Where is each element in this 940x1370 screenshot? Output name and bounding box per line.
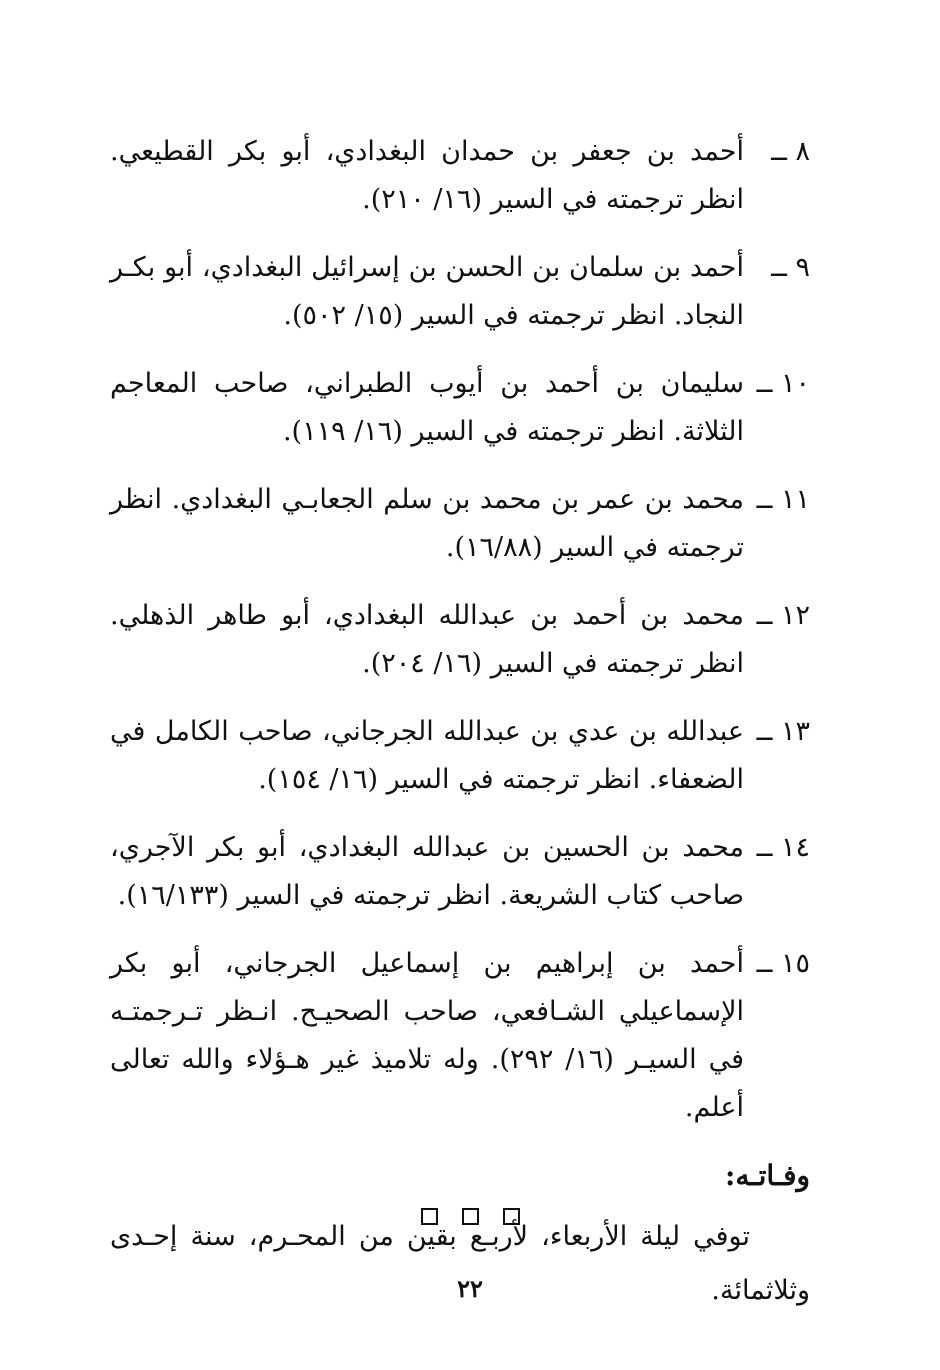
list-item xyxy=(110,592,810,688)
entry-text: سليمان بن أحمد بن أيوب الطبراني، صاحب المعاجم الثلاثة. انظر ترجمته في السير (١٦/ ١١٩). xyxy=(110,368,744,447)
list-item xyxy=(110,128,810,224)
entry-number: ١٢ ــ xyxy=(756,600,810,631)
separator-box-icon xyxy=(421,1208,438,1225)
entry-number: ١٠ ــ xyxy=(756,368,810,399)
entry-number: ٩ ــ xyxy=(771,252,810,283)
entry-text: عبدالله بن عدي بن عبدالله الجرجاني، صاحب الكامل في الضعفاء. انظر ترجمته في السير (١٦/ ١٥٤). xyxy=(110,716,744,795)
section-heading-death: وفـاتـه: xyxy=(725,1159,810,1192)
death-paragraph: توفي ليلة الأربعاء، لأربـع بقين من المحـرم، سنة إحـدى وثلاثمائة. xyxy=(110,1221,810,1306)
entry-number: ١١ ــ xyxy=(756,484,810,515)
student-list xyxy=(110,128,810,1132)
page-number: ٢٢ xyxy=(457,1274,483,1303)
entry-text: محمد بن عمر بن محمد بن سلم الجعابـي البغدادي. انظر ترجمته في السير (١٦/٨٨). xyxy=(110,484,744,563)
list-item xyxy=(110,244,810,340)
list-item xyxy=(110,476,810,572)
section-separator xyxy=(0,1208,940,1229)
list-item xyxy=(110,824,810,920)
entry-text: أحمد بن سلمان بن الحسن بن إسرائيل البغدادي، أبو بكـر النجاد. انظر ترجمته في السير (١٥/ ٥٠٢). xyxy=(110,252,744,331)
separator-box-icon xyxy=(503,1208,520,1225)
list-item xyxy=(110,708,810,804)
separator-box-icon xyxy=(462,1208,479,1225)
entry-text: محمد بن أحمد بن عبدالله البغدادي، أبو طاهر الذهلي. انظر ترجمته في السير (١٦/ ٢٠٤). xyxy=(110,600,744,679)
entry-text: أحمد بن جعفر بن حمدان البغدادي، أبو بكر القطيعي. انظر ترجمته في السير (١٦/ ٢١٠). xyxy=(110,136,744,215)
list-item xyxy=(110,360,810,456)
entry-number: ١٣ ــ xyxy=(756,716,810,747)
entry-number: ٨ ــ xyxy=(771,136,810,167)
entry-text: محمد بن الحسين بن عبدالله البغدادي، أبو بكر الآجري، صاحب كتاب الشريعة. انظر ترجمته في السير (١٦/١٣٣). xyxy=(110,832,744,911)
page-body xyxy=(110,128,810,1318)
entry-text: أحمد بن إبراهيم بن إسماعيل الجرجاني، أبو بكر الإسماعيلي الشـافعي، صاحب الصحيـح. انـظر تـرجمتـه في السيـر (١٦/ ٢٩٢). وله تلاميذ غير هـؤلاء والله تعالى أعلم. xyxy=(110,948,744,1123)
entry-number: ١٤ ــ xyxy=(756,832,810,863)
list-item xyxy=(110,940,810,1132)
entry-number: ١٥ ــ xyxy=(756,948,810,979)
